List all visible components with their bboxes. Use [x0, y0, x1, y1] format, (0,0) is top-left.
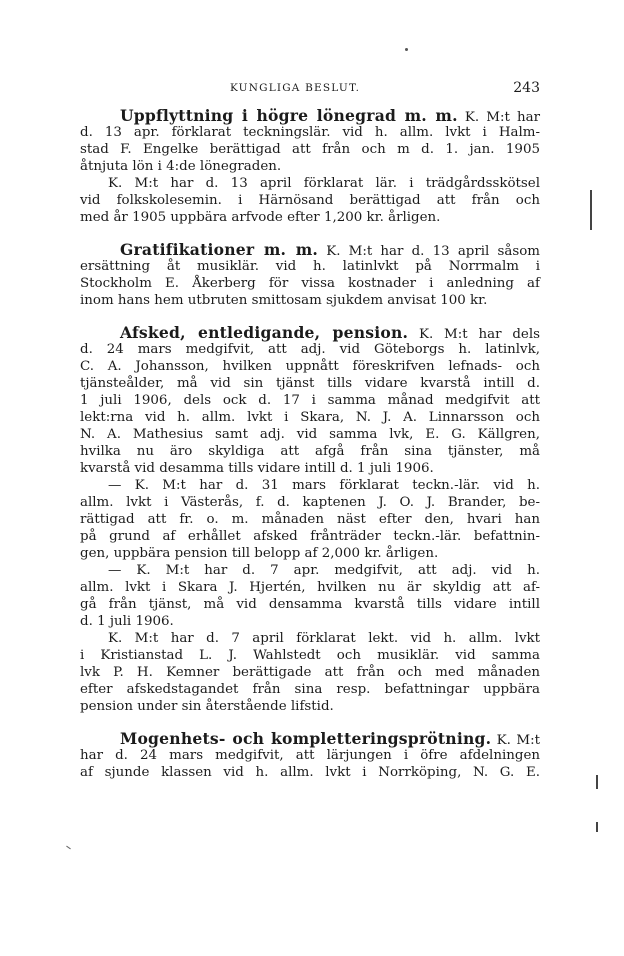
- text-line: allm. lvkt i Skara J. Hjertén, hvilken nu är skyldig att af-: [80, 580, 540, 595]
- text-line: 1 juli 1906, dels ock d. 17 i samma månad medgifvit att: [80, 393, 540, 408]
- text-line: Afsked, entledigande, pension. K. M:t har dels: [120, 323, 540, 342]
- text-line: med år 1905 uppbära arfvode efter 1,200 kr. årligen.: [80, 210, 441, 225]
- text-line: Mogenhets- och kompletteringsprötning. K. M:t: [120, 729, 540, 748]
- text-line: lekt:rna vid h. allm. lvkt i Skara, N. J. A. Linnarsson och: [80, 410, 540, 425]
- text-line: K. M:t har d. 7 april förklarat lekt. vid h. allm. lvkt: [108, 631, 540, 646]
- text-line: inom hans hem utbruten smittosam sjukdem anvisat 100 kr.: [80, 293, 488, 308]
- section-uppflyttning: [80, 107, 540, 226]
- text-line: vid folkskolesemin. i Härnösand berättigad att från och: [80, 193, 540, 208]
- section-spacer: [80, 226, 540, 241]
- text-line: efter afskedstagandet från sina resp. befattningar uppbära: [80, 682, 540, 697]
- text-line: i Kristianstad L. J. Wahlstedt och musiklär. vid samma: [80, 648, 540, 663]
- text-line: på grund af erhållet afsked frånträder teckn.-lär. befattnin-: [80, 529, 540, 544]
- text-line: pension under sin återstående lifstid.: [80, 699, 334, 714]
- text-line: allm. lvkt i Västerås, f. d. kaptenen J. O. J. Brander, be-: [80, 495, 540, 510]
- body-text: [80, 107, 540, 781]
- text-line: N. A. Mathesius samt adj. vid samma lvk, E. G. Källgren,: [80, 427, 540, 442]
- section-heading: Afsked, entledigande, pension.: [120, 323, 409, 342]
- scan-speck: [405, 48, 408, 51]
- section-spacer: [80, 309, 540, 324]
- section-mogenhet: [80, 730, 540, 781]
- text-line: kvarstå vid desamma tills vidare intill d. 1 juli 1906.: [80, 461, 434, 476]
- text-line: hvilka nu äro skyldiga att afgå från sina tjänster, må: [80, 444, 540, 459]
- text-line: af sjunde klassen vid h. allm. lvkt i Norrköping, N. G. E.: [80, 765, 540, 780]
- section-afsked: [80, 324, 540, 715]
- text-line: lvk P. H. Kemner berättigade att från och med månaden: [80, 665, 540, 680]
- text-line: rättigad att fr. o. m. månaden näst efter den, hvari han: [80, 512, 540, 527]
- section-spacer: [80, 715, 540, 730]
- text-line: åtnjuta lön i 4:de lönegraden.: [80, 159, 282, 174]
- text-line: d. 24 mars medgifvit, att adj. vid Göteborgs h. latinlvk,: [80, 342, 540, 357]
- section-heading: Gratifikationer m. m.: [120, 240, 319, 259]
- text-line: — K. M:t har d. 7 apr. medgifvit, att adj. vid h.: [108, 563, 540, 578]
- text-line: d. 13 apr. förklarat teckningslär. vid h. allm. lvkt i Halm-: [80, 125, 540, 140]
- page-number: 243: [513, 80, 540, 96]
- running-title: KUNGLIGA BESLUT.: [230, 82, 361, 94]
- scan-mark: [66, 846, 71, 850]
- text-line: d. 1 juli 1906.: [80, 614, 174, 629]
- text-line: gå från tjänst, må vid densamma kvarstå tills vidare intill: [80, 597, 540, 612]
- text-line: C. A. Johansson, hvilken uppnått föreskrifven lefnads- och: [80, 359, 540, 374]
- section-heading: Mogenhets- och kompletteringsprötning.: [120, 729, 492, 748]
- text-line: tjänsteålder, må vid sin tjänst tills vidare kvarstå intill d.: [80, 376, 540, 391]
- section-gratifikationer: [80, 241, 540, 309]
- text-line: har d. 24 mars medgifvit, att lärjungen i öfre afdelningen: [80, 748, 540, 763]
- text-line: Uppflyttning i högre lönegrad m. m. K. M:t har: [120, 106, 540, 125]
- margin-mark: [596, 822, 598, 832]
- text-line: K. M:t har d. 13 april förklarat lär. i trädgårdsskötsel: [108, 176, 540, 191]
- text-line: Gratifikationer m. m. K. M:t har d. 13 april såsom: [120, 240, 540, 259]
- text-line: Stockholm E. Åkerberg för vissa kostnader i anledning af: [80, 276, 540, 291]
- text-line: gen, uppbära pension till belopp af 2,000 kr. årligen.: [80, 546, 439, 561]
- text-line: — K. M:t har d. 31 mars förklarat teckn.-lär. vid h.: [108, 478, 540, 493]
- running-head: [80, 80, 540, 98]
- text-line: stad F. Engelke berättigad att från och m d. 1. jan. 1905: [80, 142, 540, 157]
- margin-mark: [590, 190, 592, 230]
- text-line: ersättning åt musiklär. vid h. latinlvkt på Norrmalm i: [80, 259, 540, 274]
- margin-mark: [596, 775, 598, 789]
- section-heading: Uppflyttning i högre lönegrad m. m.: [120, 106, 458, 125]
